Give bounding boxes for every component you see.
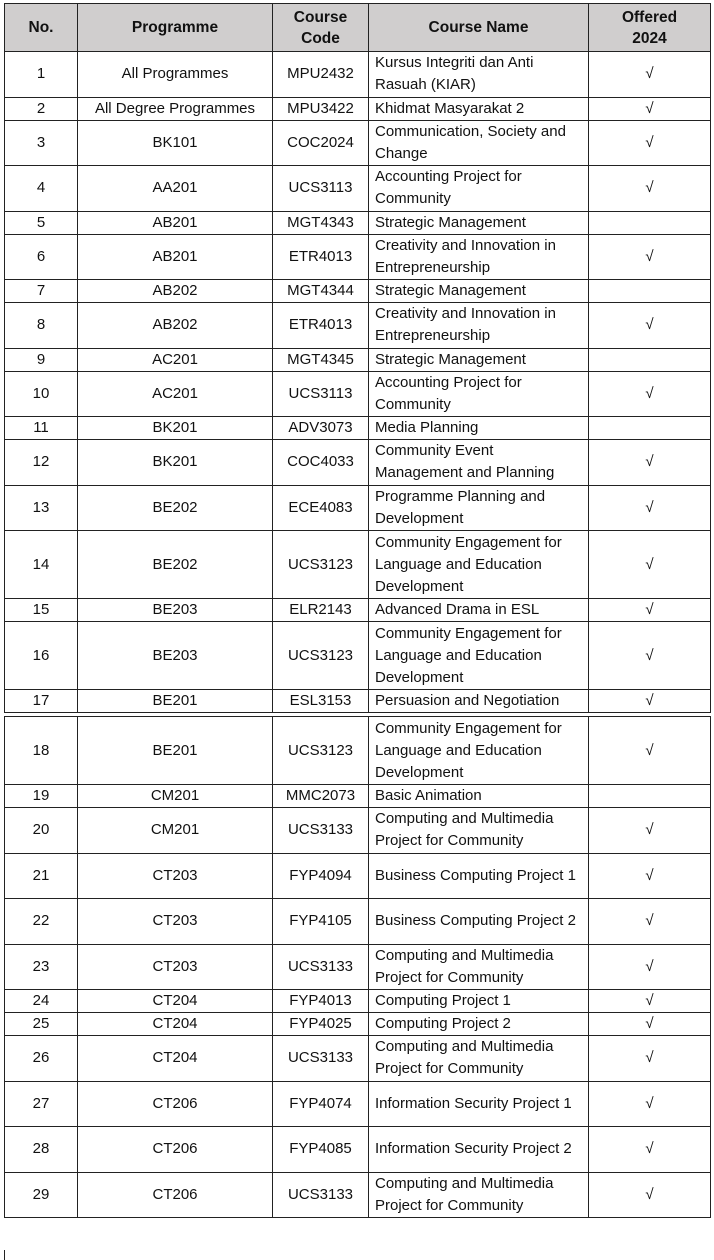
course-name-cell: Information Security Project 2 [369, 1127, 589, 1173]
header-course-name [369, 4, 589, 52]
table-row [5, 1172, 711, 1218]
programme-cell: BE201 [78, 690, 273, 713]
programme-cell: CT204 [78, 990, 273, 1013]
table-row [5, 622, 711, 690]
row-number: 6 [5, 234, 78, 280]
course-code-cell: FYP4013 [273, 990, 369, 1013]
row-number: 18 [5, 717, 78, 785]
course-name-cell: Creativity and Innovation in Entrepreneurship [369, 303, 589, 349]
table-row [5, 1036, 711, 1082]
programme-cell: CT206 [78, 1127, 273, 1173]
course-code-cell: FYP4094 [273, 853, 369, 899]
table-row [5, 717, 711, 785]
programme-cell: CM201 [78, 808, 273, 854]
offered-check-icon: √ [589, 717, 711, 785]
table-row [5, 348, 711, 371]
offered-check-icon: √ [589, 531, 711, 599]
offered-check-icon: √ [589, 808, 711, 854]
table-row [5, 808, 711, 854]
course-code-cell: ESL3153 [273, 690, 369, 713]
programme-cell: AA201 [78, 166, 273, 212]
course-code-cell: UCS3133 [273, 1172, 369, 1218]
offered-check-icon: √ [589, 853, 711, 899]
table-row [5, 599, 711, 622]
offered-check-icon: √ [589, 622, 711, 690]
offered-check-icon: √ [589, 1127, 711, 1173]
row-number: 21 [5, 853, 78, 899]
header-offered [589, 4, 711, 52]
course-name-cell: Computing Project 2 [369, 1013, 589, 1036]
offered-check-icon [589, 280, 711, 303]
table-row [5, 990, 711, 1013]
table-row [5, 944, 711, 990]
course-name-cell: Computing and Multimedia Project for Community [369, 1036, 589, 1082]
row-number: 9 [5, 348, 78, 371]
table-continuation-mark [4, 1250, 5, 1260]
row-number: 11 [5, 417, 78, 440]
table-row [5, 1081, 711, 1127]
course-name-cell: Media Planning [369, 417, 589, 440]
course-name-cell: Accounting Project for Community [369, 371, 589, 417]
row-number: 28 [5, 1127, 78, 1173]
programme-cell: BE202 [78, 485, 273, 531]
programme-cell: BK201 [78, 417, 273, 440]
header-no [5, 4, 78, 52]
course-code-cell: UCS3123 [273, 531, 369, 599]
programme-cell: AB202 [78, 280, 273, 303]
course-name-cell: Information Security Project 1 [369, 1081, 589, 1127]
programme-cell: CT204 [78, 1013, 273, 1036]
course-code-cell: COC2024 [273, 120, 369, 166]
row-number: 16 [5, 622, 78, 690]
programme-cell: AB201 [78, 234, 273, 280]
course-code-cell: UCS3113 [273, 371, 369, 417]
header-course-name-label: Course Name [428, 19, 529, 36]
course-name-cell: Community Engagement for Language and Education Development [369, 622, 589, 690]
row-number: 25 [5, 1013, 78, 1036]
course-code-cell: MPU3422 [273, 97, 369, 120]
course-code-cell: UCS3113 [273, 166, 369, 212]
course-code-cell: MGT4344 [273, 280, 369, 303]
offered-check-icon: √ [589, 303, 711, 349]
course-name-cell: Business Computing Project 2 [369, 899, 589, 945]
row-number: 14 [5, 531, 78, 599]
table-row [5, 785, 711, 808]
offered-check-icon: √ [589, 52, 711, 98]
offered-check-icon: √ [589, 120, 711, 166]
programme-cell: CT206 [78, 1081, 273, 1127]
table-row [5, 97, 711, 120]
offered-check-icon: √ [589, 1172, 711, 1218]
course-name-cell: Communication, Society and Change [369, 120, 589, 166]
offered-check-icon: √ [589, 1081, 711, 1127]
course-code-cell: ETR4013 [273, 303, 369, 349]
table-row [5, 1013, 711, 1036]
row-number: 24 [5, 990, 78, 1013]
row-number: 2 [5, 97, 78, 120]
row-number: 3 [5, 120, 78, 166]
table-row [5, 853, 711, 899]
table-row [5, 120, 711, 166]
course-code-cell: UCS3123 [273, 717, 369, 785]
programme-cell: AB201 [78, 211, 273, 234]
row-number: 23 [5, 944, 78, 990]
course-code-cell: COC4033 [273, 440, 369, 486]
programme-cell: BE202 [78, 531, 273, 599]
header-offered-line1: Offered [621, 8, 678, 26]
course-table [4, 3, 711, 1218]
programme-cell: BK201 [78, 440, 273, 486]
course-code-cell: FYP4085 [273, 1127, 369, 1173]
row-number: 19 [5, 785, 78, 808]
table-row [5, 234, 711, 280]
course-name-cell: Khidmat Masyarakat 2 [369, 97, 589, 120]
course-code-cell: FYP4025 [273, 1013, 369, 1036]
offered-check-icon: √ [589, 234, 711, 280]
offered-check-icon: √ [589, 990, 711, 1013]
course-code-cell: UCS3133 [273, 944, 369, 990]
row-number: 22 [5, 899, 78, 945]
row-number: 7 [5, 280, 78, 303]
course-name-cell: Kursus Integriti dan Anti Rasuah (KIAR) [369, 52, 589, 98]
course-code-cell: ETR4013 [273, 234, 369, 280]
course-name-cell: Business Computing Project 1 [369, 853, 589, 899]
programme-cell: CT203 [78, 899, 273, 945]
table-body [5, 52, 711, 1218]
row-number: 27 [5, 1081, 78, 1127]
course-name-cell: Community Event Management and Planning [369, 440, 589, 486]
course-name-cell: Computing and Multimedia Project for Community [369, 944, 589, 990]
header-offered-line2: 2024 [632, 29, 667, 47]
course-code-cell: ADV3073 [273, 417, 369, 440]
programme-cell: BE201 [78, 717, 273, 785]
header-course-code [273, 4, 369, 52]
course-code-cell: UCS3133 [273, 808, 369, 854]
course-name-cell: Accounting Project for Community [369, 166, 589, 212]
offered-check-icon [589, 417, 711, 440]
programme-cell: CM201 [78, 785, 273, 808]
offered-check-icon [589, 785, 711, 808]
course-name-cell: Creativity and Innovation in Entrepreneurship [369, 234, 589, 280]
offered-check-icon: √ [589, 944, 711, 990]
table-row [5, 371, 711, 417]
table-row [5, 899, 711, 945]
course-code-cell: MMC2073 [273, 785, 369, 808]
programme-cell: CT206 [78, 1172, 273, 1218]
row-number: 10 [5, 371, 78, 417]
course-code-cell: UCS3123 [273, 622, 369, 690]
course-code-cell: MPU2432 [273, 52, 369, 98]
offered-check-icon: √ [589, 371, 711, 417]
table-row [5, 440, 711, 486]
offered-check-icon: √ [589, 485, 711, 531]
table-row [5, 52, 711, 98]
course-name-cell: Advanced Drama in ESL [369, 599, 589, 622]
table-row [5, 280, 711, 303]
programme-cell: AC201 [78, 371, 273, 417]
course-code-cell: FYP4105 [273, 899, 369, 945]
offered-check-icon: √ [589, 440, 711, 486]
course-name-cell: Computing and Multimedia Project for Community [369, 1172, 589, 1218]
row-number: 26 [5, 1036, 78, 1082]
row-number: 12 [5, 440, 78, 486]
course-code-cell: ECE4083 [273, 485, 369, 531]
programme-cell: All Degree Programmes [78, 97, 273, 120]
table-header-row [5, 4, 711, 52]
offered-check-icon: √ [589, 166, 711, 212]
course-name-cell: Basic Animation [369, 785, 589, 808]
course-code-cell: FYP4074 [273, 1081, 369, 1127]
programme-cell: BE203 [78, 622, 273, 690]
course-name-cell: Programme Planning and Development [369, 485, 589, 531]
offered-check-icon: √ [589, 690, 711, 713]
programme-cell: CT204 [78, 1036, 273, 1082]
course-name-cell: Community Engagement for Language and Education Development [369, 531, 589, 599]
course-table-container [4, 3, 710, 1218]
course-code-cell: ELR2143 [273, 599, 369, 622]
course-name-cell: Strategic Management [369, 348, 589, 371]
programme-cell: All Programmes [78, 52, 273, 98]
table-row [5, 531, 711, 599]
row-number: 20 [5, 808, 78, 854]
programme-cell: CT203 [78, 944, 273, 990]
course-code-cell: UCS3133 [273, 1036, 369, 1082]
programme-cell: AC201 [78, 348, 273, 371]
table-row [5, 690, 711, 713]
programme-cell: CT203 [78, 853, 273, 899]
programme-cell: AB202 [78, 303, 273, 349]
row-number: 13 [5, 485, 78, 531]
table-row [5, 417, 711, 440]
header-programme-label: Programme [131, 19, 219, 36]
header-course-code-line2: Code [301, 29, 340, 47]
course-code-cell: MGT4343 [273, 211, 369, 234]
course-name-cell: Persuasion and Negotiation [369, 690, 589, 713]
row-number: 5 [5, 211, 78, 234]
row-number: 29 [5, 1172, 78, 1218]
row-number: 8 [5, 303, 78, 349]
table-row [5, 1127, 711, 1173]
table-row [5, 485, 711, 531]
offered-check-icon: √ [589, 899, 711, 945]
table-row [5, 166, 711, 212]
course-name-cell: Strategic Management [369, 211, 589, 234]
programme-cell: BE203 [78, 599, 273, 622]
offered-check-icon: √ [589, 97, 711, 120]
offered-check-icon [589, 211, 711, 234]
programme-cell: BK101 [78, 120, 273, 166]
offered-check-icon: √ [589, 599, 711, 622]
row-number: 17 [5, 690, 78, 713]
course-code-cell: MGT4345 [273, 348, 369, 371]
header-programme [78, 4, 273, 52]
table-row [5, 211, 711, 234]
offered-check-icon: √ [589, 1013, 711, 1036]
header-no-label: No. [28, 19, 54, 36]
row-number: 15 [5, 599, 78, 622]
row-number: 4 [5, 166, 78, 212]
row-number: 1 [5, 52, 78, 98]
course-name-cell: Strategic Management [369, 280, 589, 303]
offered-check-icon: √ [589, 1036, 711, 1082]
header-course-code-line1: Course [293, 8, 348, 26]
offered-check-icon [589, 348, 711, 371]
table-row [5, 303, 711, 349]
course-name-cell: Computing Project 1 [369, 990, 589, 1013]
course-name-cell: Community Engagement for Language and Education Development [369, 717, 589, 785]
course-name-cell: Computing and Multimedia Project for Community [369, 808, 589, 854]
